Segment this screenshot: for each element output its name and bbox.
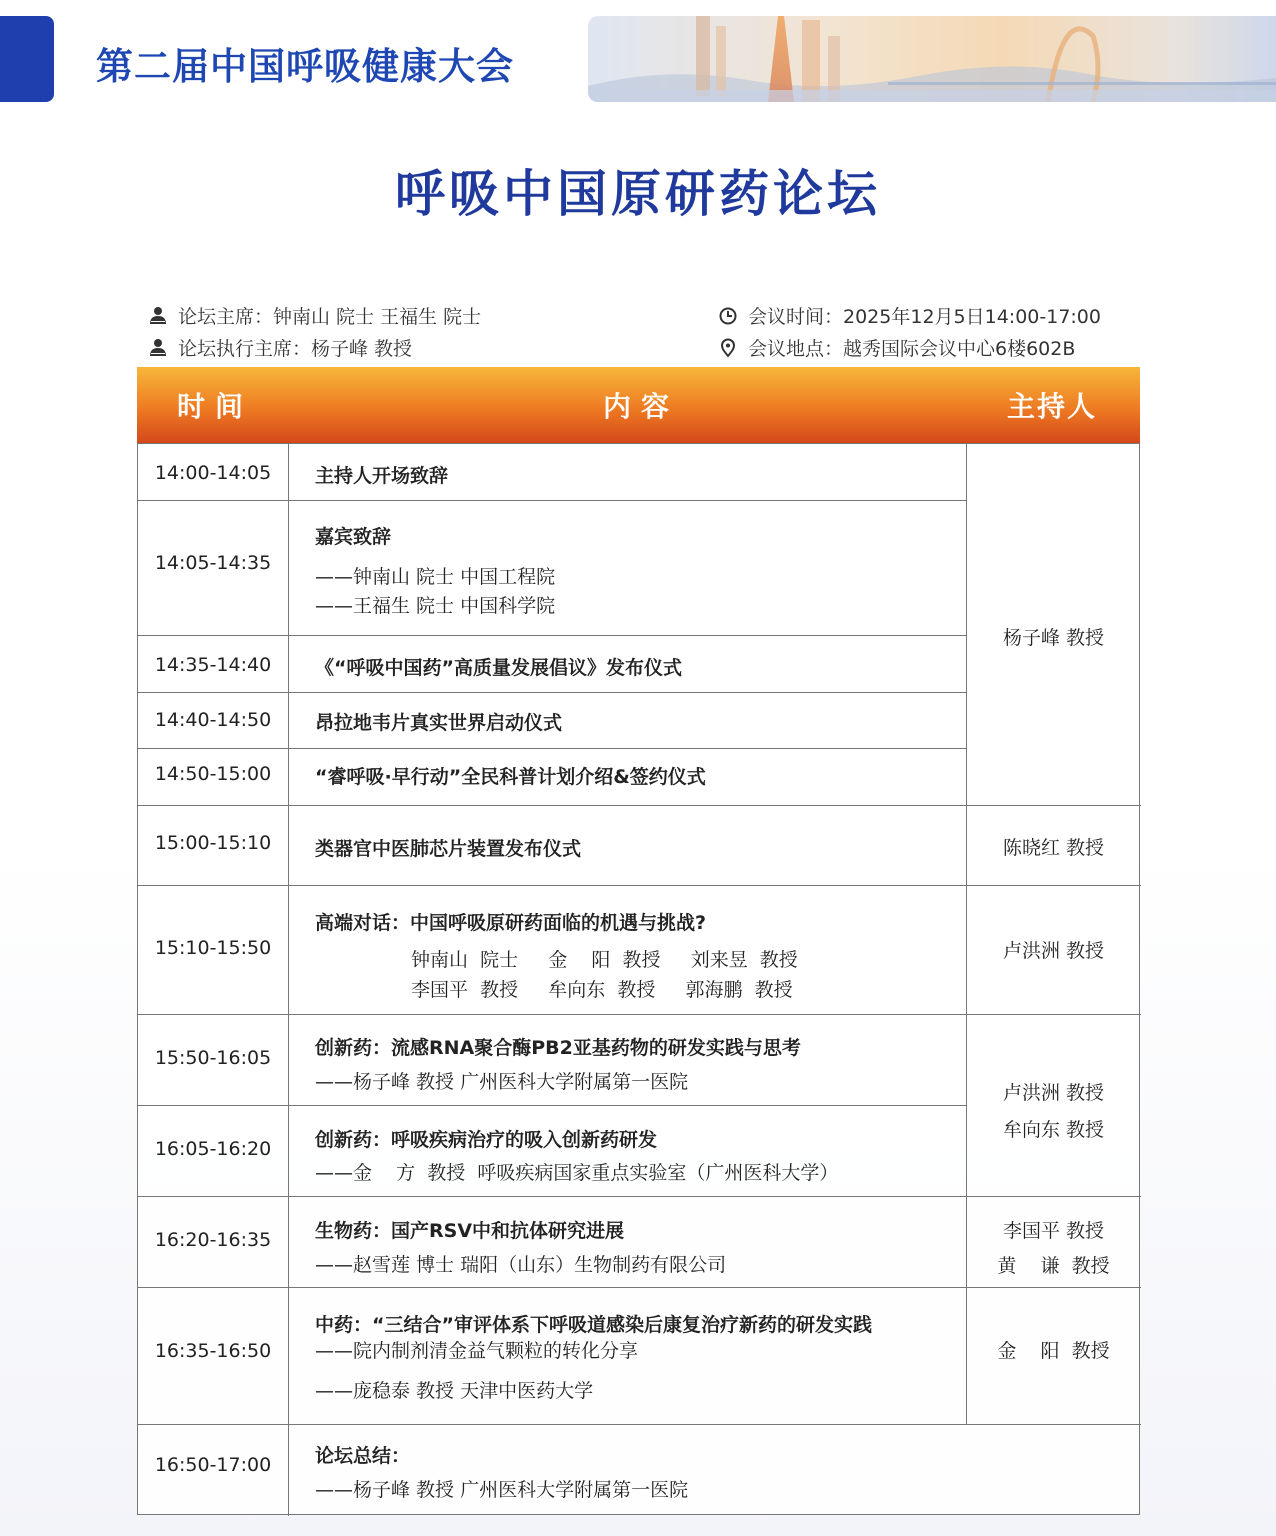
host-name: 金 阳 教授: [997, 1340, 1110, 1362]
divider: [138, 1287, 1141, 1288]
divider: [138, 635, 966, 636]
session-title: 主持人开场致辞: [315, 465, 449, 487]
header-host: 主持人: [1007, 390, 1098, 423]
session-subtitle: ——院内制剂清金益气颗粒的转化分享: [315, 1340, 639, 1362]
session-speaker: ——庞稳泰 教授 天津中医药大学: [315, 1380, 594, 1402]
info-venue: [718, 334, 1075, 361]
session-title: “睿呼吸·早行动”全民科普计划介绍&签约仪式: [315, 766, 706, 788]
session-title: 创新药：呼吸疾病治疗的吸入创新药研发: [315, 1129, 658, 1151]
session-title: 嘉宾致辞: [315, 526, 392, 548]
divider: [138, 692, 966, 693]
forum-title: 呼吸中国原研药论坛: [395, 164, 881, 223]
session-speaker: ——金 方 教授 呼吸疾病国家重点实验室（广州医科大学）: [315, 1162, 839, 1184]
host-name: 杨子峰 教授: [1002, 627, 1105, 649]
divider: [138, 1014, 1141, 1015]
time-cell: 14:35-14:40: [154, 654, 272, 676]
divider: [138, 885, 1141, 886]
table-header: [137, 367, 1140, 443]
session-title: 中药：“三结合”审评体系下呼吸道感染后康复治疗新药的研发实践: [315, 1314, 872, 1336]
header-accent-tab: [0, 16, 54, 102]
session-speaker: ——杨子峰 教授 广州医科大学附属第一医院: [315, 1071, 689, 1093]
time-cell: 14:40-14:50: [154, 709, 272, 731]
info-exec-chair: [148, 334, 412, 361]
header-time: 时间: [177, 390, 254, 423]
time-text: 会议时间：2025年12月5日14:00-17:00: [748, 306, 1101, 328]
session-speaker: ——赵雪莲 博士 瑞阳（山东）生物制药有限公司: [315, 1254, 727, 1276]
info-time: [718, 302, 1101, 329]
host-cell: [966, 623, 1141, 650]
time-cell: 15:10-15:50: [154, 937, 272, 959]
host-cell: [966, 833, 1141, 860]
host-cell: [966, 1078, 1141, 1142]
host-name: 卢洪洲 教授: [1002, 1082, 1105, 1104]
session-panelists: 钟南山 院士 金 阳 教授 刘来昱 教授: [411, 949, 798, 971]
time-cell: 14:05-14:35: [154, 552, 272, 574]
session-title: 《“呼吸中国药”高质量发展倡议》发布仪式: [315, 657, 682, 679]
session-title: 创新药：流感RNA聚合酶PB2亚基药物的研发实践与思考: [315, 1037, 801, 1059]
time-cell: 14:50-15:00: [154, 763, 272, 785]
host-name: 李国平 教授: [1002, 1220, 1105, 1242]
time-cell: 16:35-16:50: [154, 1340, 272, 1362]
session-speaker: ——杨子峰 教授 广州医科大学附属第一医院: [315, 1479, 689, 1501]
header-banner-image: [588, 16, 1276, 102]
host-name: 陈晓红 教授: [1002, 837, 1105, 859]
schedule-table: [137, 443, 1140, 1515]
divider: [138, 1105, 966, 1106]
host-cell: [966, 936, 1141, 963]
person-icon: [148, 338, 168, 358]
header-content: 内容: [603, 390, 680, 423]
page-header: [0, 0, 1276, 110]
person-icon: [148, 306, 168, 326]
conference-title: 第二届中国呼吸健康大会: [96, 45, 514, 88]
host-name: 牟向东 教授: [1002, 1119, 1105, 1141]
divider: [138, 748, 966, 749]
divider: [138, 500, 966, 501]
session-title: 昂拉地韦片真实世界启动仪式: [315, 712, 563, 734]
session-title: 生物药：国产RSV中和抗体研究进展: [315, 1220, 625, 1242]
time-cell: 16:50-17:00: [154, 1454, 272, 1476]
location-pin-icon: [718, 338, 738, 358]
session-title: 论坛总结：: [315, 1445, 411, 1467]
host-name: 卢洪洲 教授: [1002, 940, 1105, 962]
divider: [138, 1424, 1141, 1425]
session-title: 类器官中医肺芯片装置发布仪式: [315, 838, 582, 860]
session-speaker: ——王福生 院士 中国科学院: [315, 595, 556, 617]
session-panelists: 李国平 教授 牟向东 教授 郭海鹏 教授: [411, 979, 793, 1001]
exec-chair-text: 论坛执行主席：杨子峰 教授: [178, 338, 413, 360]
chair-text: 论坛主席：钟南山 院士 王福生 院士: [178, 306, 482, 328]
divider: [138, 805, 1141, 806]
session-speaker: ——钟南山 院士 中国工程院: [315, 566, 556, 588]
host-cell: [966, 1216, 1141, 1278]
time-cell: 16:05-16:20: [154, 1138, 272, 1160]
city-skyline-illustration: [588, 16, 1276, 102]
host-cell: [966, 1336, 1141, 1363]
time-cell: 16:20-16:35: [154, 1229, 272, 1251]
clock-icon: [718, 306, 738, 326]
divider: [138, 1196, 1141, 1197]
time-cell: 15:00-15:10: [154, 832, 272, 854]
session-title: 高端对话：中国呼吸原研药面临的机遇与挑战?: [315, 912, 707, 934]
host-name: 黄 谦 教授: [997, 1255, 1110, 1277]
time-cell: 15:50-16:05: [154, 1047, 272, 1069]
info-chair: [148, 302, 481, 329]
time-cell: 14:00-14:05: [154, 462, 272, 484]
venue-text: 会议地点：越秀国际会议中心6楼602B: [748, 338, 1076, 360]
divider: [288, 444, 289, 1516]
